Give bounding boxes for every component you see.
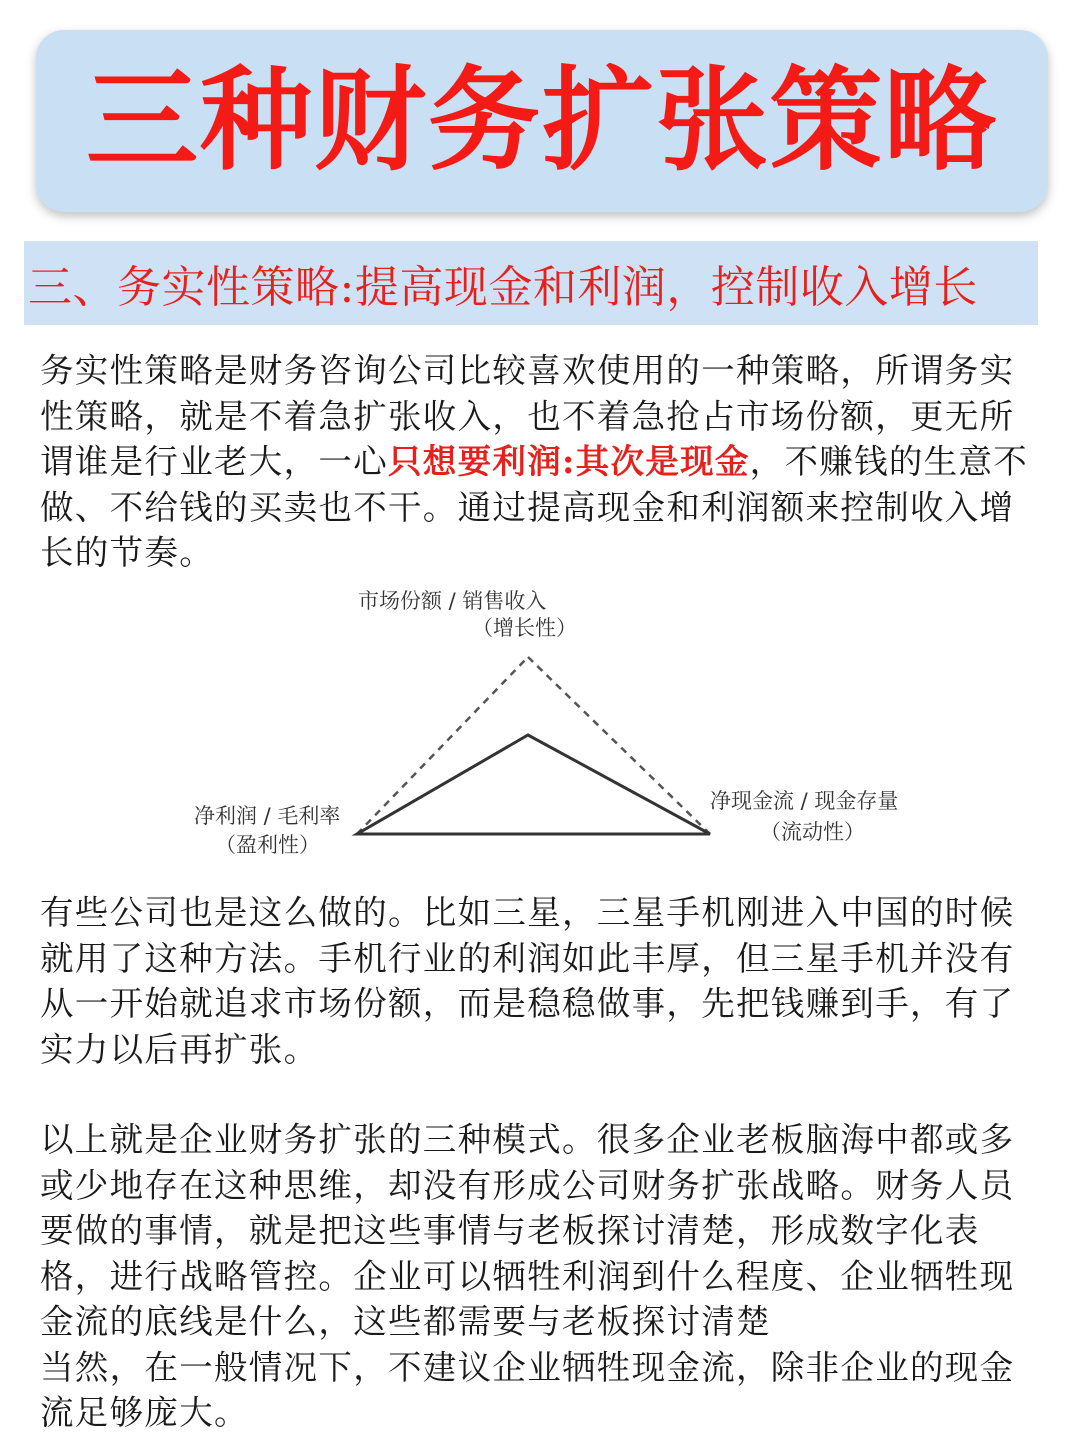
paragraph-intro-text: 务实性策略是财务咨询公司比较喜欢使用的一种策略，所谓务实性策略，就是不着急扩张收入，也不着急抢占市场份额，更无所谓谁是行业老大，一心 [40,351,1015,481]
highlight-text: 只想要利润:其次是现金 [388,442,750,481]
paragraph-intro [40,348,1040,576]
page-title: 三种财务扩张策略 [86,56,998,186]
left-vertex-sublabel: （盈利性） [215,833,320,857]
strategy-triangle-diagram [170,578,950,878]
left-vertex-label: 净利润 / 毛利率 [194,804,341,828]
right-vertex-label: 净现金流 / 现金存量 [710,789,899,813]
title-banner [36,30,1048,212]
paragraph-conclusion [40,1117,1040,1436]
top-vertex-sublabel: （增长性） [472,616,577,640]
paragraph-conclusion-main: 以上就是企业财务扩张的三种模式。很多企业老板脑海中都或多或少地存在这种思维，却没有形成公司财务扩张战略。财务人员要做的事情，就是把这些事情与老板探讨清楚，形成数字化表格，进行战略管控。企业可以牺牲利润到什么程度、企业牺牲现金流的底线是什么，这些都需要与老板探讨清楚 [40,1120,1015,1341]
top-vertex-label: 市场份额 / 销售收入 [358,589,547,613]
right-vertex-sublabel: （流动性） [760,820,865,844]
dashed-edge-left [357,657,528,834]
section-heading: 三、务实性策略:提高现金和利润，控制收入增长 [28,262,978,313]
dashed-edge-right [528,657,710,834]
paragraph-conclusion-tail: 当然，在一般情况下，不建议企业牺牲现金流，除非企业的现金流足够庞大。 [40,1347,1015,1432]
paragraph-intro-rest: ，不赚钱的生意不做、不给钱的买卖也不干。通过提高现金和利润额来控制收入增长的节奏。 [40,442,1029,572]
section-heading-bar [24,241,1038,325]
paragraph-example: 有些公司也是这么做的。比如三星，三星手机刚进入中国的时候就用了这种方法。手机行业的利润如此丰厚，但三星手机并没有从一开始就追求市场份额，而是稳稳做事，先把钱赚到手，有了实力以后再扩张。 [40,893,1015,1069]
solid-triangle [357,735,710,834]
